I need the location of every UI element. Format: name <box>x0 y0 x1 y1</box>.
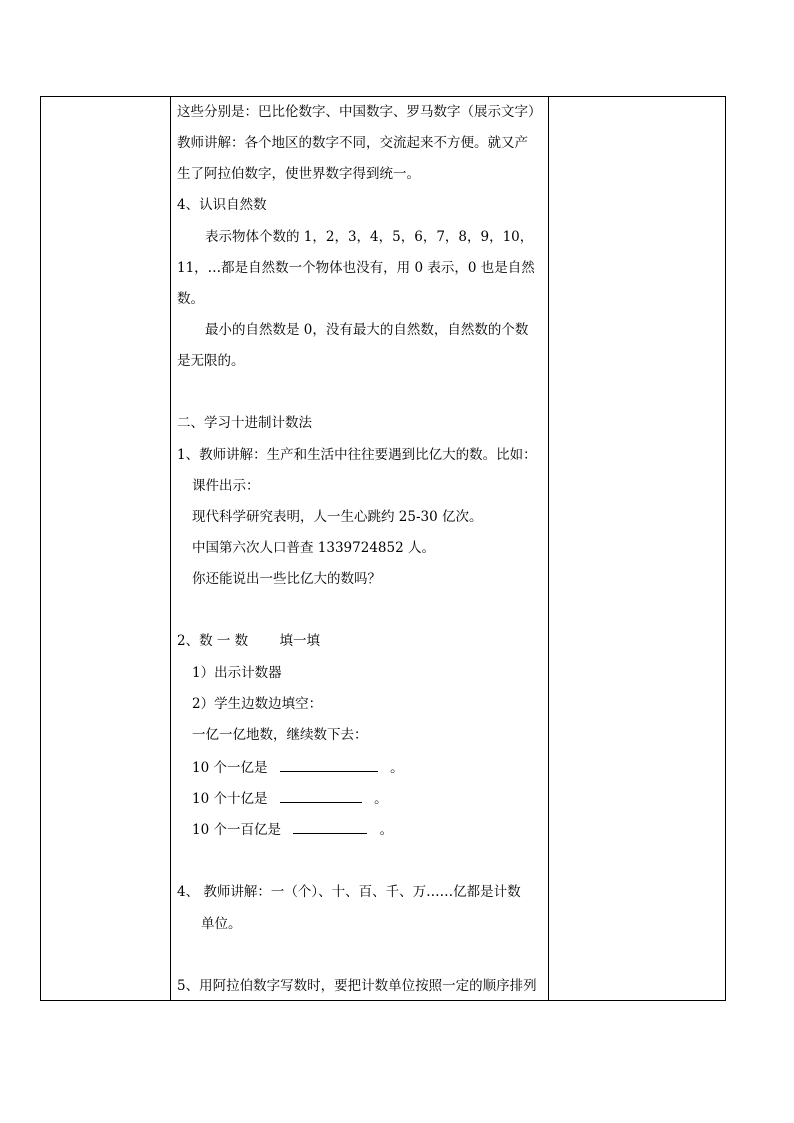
fill-blank-line[interactable] <box>280 789 362 803</box>
fill-blank-line[interactable] <box>280 758 378 772</box>
text-line: 现代科学研究表明，人一生心跳约 25-30 亿次。 <box>192 509 483 525</box>
fill-blank-label: 10 个一亿是 <box>192 760 268 776</box>
text-line: 2）学生边数边填空： <box>192 696 323 712</box>
section-heading: 2、数 一 数 填一填 <box>177 633 320 649</box>
text-line: 你还能说出一些比亿大的数吗？ <box>192 571 381 587</box>
text-line: 表示物体个数的 1，2，3，4，5，6，7，8，9，10， <box>205 229 534 245</box>
fill-blank-period: 。 <box>379 822 394 838</box>
fill-blank-label: 10 个十亿是 <box>192 791 268 807</box>
text-line: 1）出示计数器 <box>192 665 282 681</box>
fill-blank-row <box>192 758 404 777</box>
text-line: 一亿一亿地数，继续数下去： <box>192 727 368 743</box>
text-line: 教师讲解：各个地区的数字不同，交流起来不方便。就又产 <box>177 135 528 151</box>
section-heading: 二、学习十进制计数法 <box>177 415 312 431</box>
text-line: 1、教师讲解：生产和生活中往往要遇到比亿大的数。比如： <box>177 447 537 463</box>
fill-blank-period: 。 <box>390 760 404 776</box>
fill-blank-line[interactable] <box>293 820 367 834</box>
text-line: 最小的自然数是 0，没有最大的自然数，自然数的个数 <box>205 322 529 338</box>
fill-blank-label: 10 个一百亿是 <box>192 822 281 838</box>
section-heading: 4、认识自然数 <box>177 197 267 213</box>
text-line: 4、 教师讲解：一（个）、十、百、千、万……亿都是计数 <box>177 884 521 900</box>
text-line: 课件出示： <box>192 478 260 494</box>
text-line: 单位。 <box>201 916 242 932</box>
fill-blank-row <box>192 789 388 808</box>
text-line: 生了阿拉伯数字，使世界数字得到统一。 <box>177 166 420 182</box>
text-line: 数。 <box>177 291 204 307</box>
fill-blank-period: 。 <box>374 791 388 807</box>
fill-blank-row <box>192 820 393 839</box>
text-line: 是无限的。 <box>177 353 245 369</box>
text-line: 5、用阿拉伯数字写数时，要把计数单位按照一定的顺序排列 <box>177 978 537 994</box>
text-line: 11，…都是自然数一个物体也没有，用 0 表示，0 也是自然 <box>177 260 535 276</box>
text-line: 这些分别是：巴比伦数字、中国数字、罗马数字（展示文字） <box>177 104 542 120</box>
text-line: 中国第六次人口普查 1339724852 人。 <box>192 540 435 556</box>
